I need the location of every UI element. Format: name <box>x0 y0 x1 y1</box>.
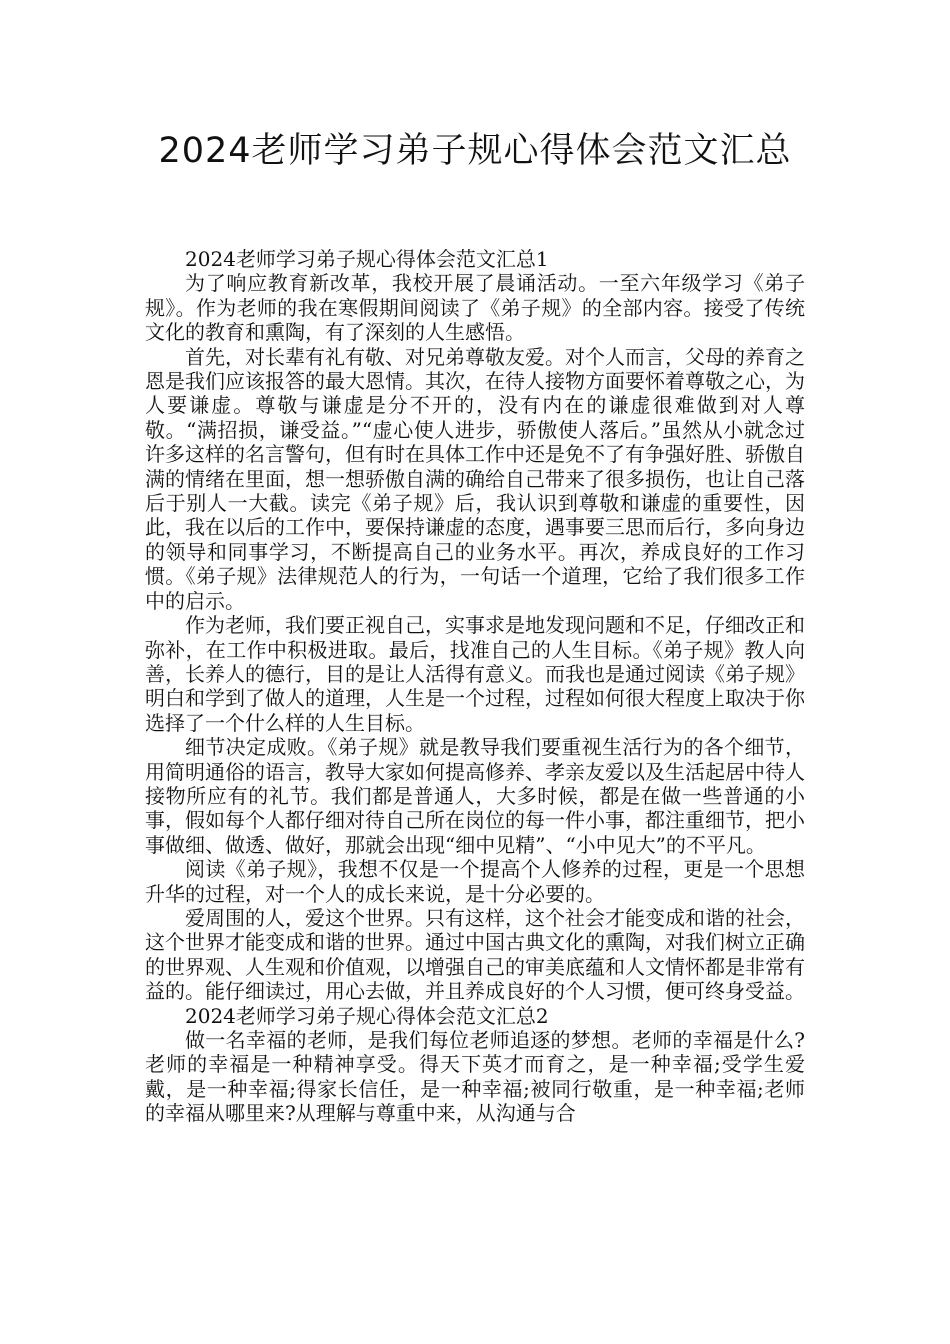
section-heading: 2024老师学习弟子规心得体会范文汇总1 <box>185 247 549 271</box>
paragraph: 做一名幸福的老师，是我们每位老师追逐的梦想。老师的幸福是什么?老师的幸福是一种精神享受。得天下英才而育之，是一种幸福;受学生爱戴，是一种幸福;得家长信任，是一种幸福;被同行敬重，是一种幸福;老师的幸福从哪里来?从理解与尊重中来，从沟通与合 <box>145 1028 805 1126</box>
paragraph: 作为老师，我们要正视自己，实事求是地发现问题和不足，仔细改正和弥补，在工作中积极进取。最后，找准自己的人生目标。《弟子规》教人向善，长养人的德行，目的是让人活得有意义。而我也是通过阅读《弟子规》明白和学到了做人的道理，人生是一个过程，过程如何很大程度上取决于你选择了一个什么样的人生目标。 <box>145 613 805 735</box>
document-title: 2024老师学习弟子规心得体会范文汇总 <box>158 131 792 171</box>
paragraph: 细节决定成败。《弟子规》就是教导我们要重视生活行为的各个细节，用简明通俗的语言，教导大家如何提高修养、孝亲友爱以及生活起居中待人接物所应有的礼节。我们都是普通人，大多时候，都是在做一些普通的小事，假如每个人都仔细对待自己所在岗位的每一件小事，都注重细节，把小事做细、做透、做好，那就会出现“细中见精”、“小中见大”的不平凡。 <box>145 735 805 857</box>
paragraph: 首先，对长辈有礼有敬、对兄弟尊敬友爱。对个人而言，父母的养育之恩是我们应该报答的最大恩情。其次，在待人接物方面要怀着尊敬之心，为人要谦虚。尊敬与谦虚是分不开的，没有内在的谦虚很难做到对人尊敬。“满招损，谦受益。”“虚心使人进步，骄傲使人落后。”虽然从小就念过许多这样的名言警句，但有时在具体工作中还是免不了有争强好胜、骄傲自满的情绪在里面，想一想骄傲自满的确给自己带来了很多损伤，也让自己落后于别人一大截。读完《弟子规》后，我认识到尊敬和谦虚的重要性，因此，我在以后的工作中，要保持谦虚的态度，遇事要三思而后行，多向身边的领导和同事学习，不断提高自己的业务水平。再次，养成良好的工作习惯。《弟子规》法律规范人的行为，一句话一个道理，它给了我们很多工作中的启示。 <box>145 344 805 613</box>
document-body <box>145 247 805 1126</box>
section-heading: 2024老师学习弟子规心得体会范文汇总2 <box>185 1003 549 1028</box>
paragraph: 阅读《弟子规》，我想不仅是一个提高个人修养的过程，更是一个思想升华的过程，对一个人的成长来说，是十分必要的。 <box>145 857 805 906</box>
paragraph: 爱周围的人，爱这个世界。只有这样，这个社会才能变成和谐的社会，这个世界才能变成和谐的世界。通过中国古典文化的熏陶，对我们树立正确的世界观、人生观和价值观，以增强自己的审美底蕴和人文情怀都是非常有益的。能仔细读过，用心去做，并且养成良好的个人习惯，便可终身受益。 <box>145 905 805 1004</box>
paragraph: 为了响应教育新改革，我校开展了晨诵活动。一至六年级学习《弟子规》。作为老师的我在寒假期间阅读了《弟子规》的全部内容。接受了传统文化的教育和熏陶，有了深刻的人生感悟。 <box>145 271 805 345</box>
